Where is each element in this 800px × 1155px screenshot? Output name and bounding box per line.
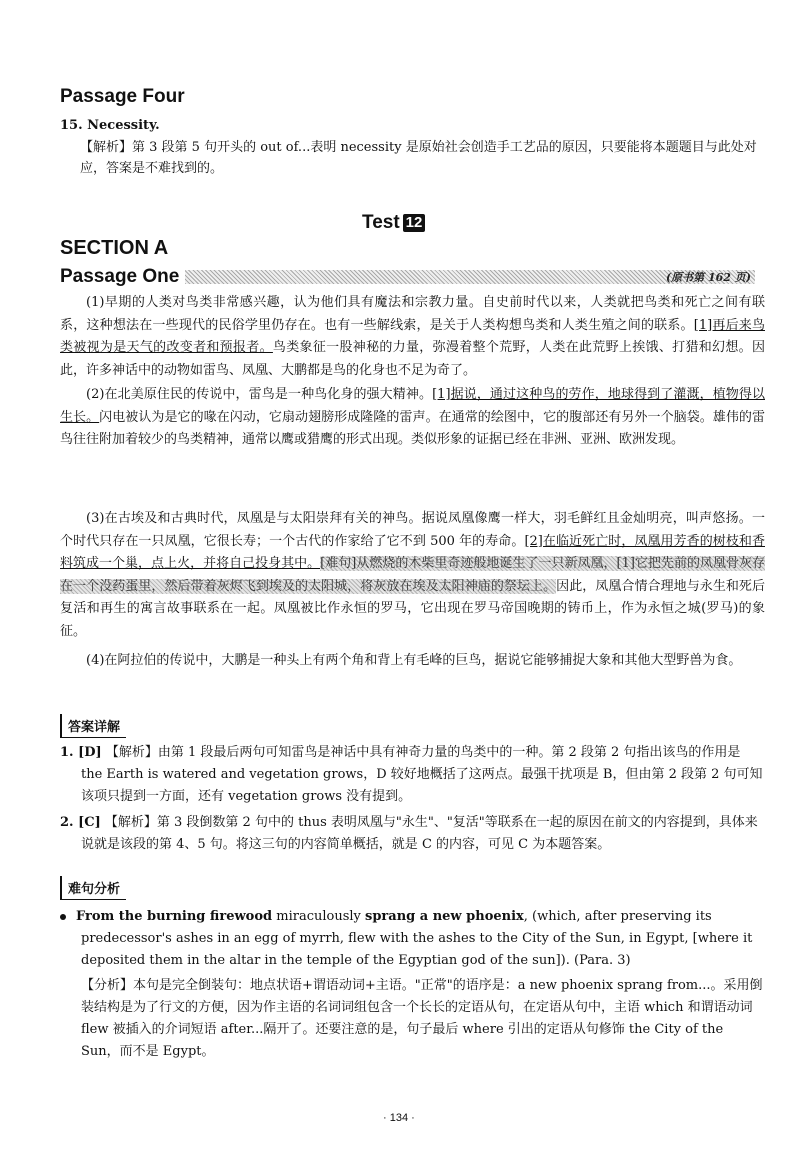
difficult-sentence — [60, 906, 765, 972]
question-15-title: 15. Necessity. — [60, 118, 160, 133]
paragraph-3 — [60, 508, 765, 643]
passage-four-title: Passage Four — [60, 86, 185, 107]
paragraph-1 — [60, 292, 765, 382]
p3-underlined: [2]在临近死亡时，凤凰用芳香的树枝和香料筑成一个巢，点上火，并将自己投身其中。 — [60, 533, 765, 571]
difficult-sentence-analysis: 【分析】本句是完全倒装句：地点状语+谓语动词+主语。"正常"的语序是：a new phoenix sprang from...。采用倒装结构是为了行文的方便，因为作主语的名词词组包含一个长长的定语从句，在定语从句中，主语 which 和谓语动词 flew 被插入的介词短语 after...隔开了。还要注意的是，句子最后 where 引出的定语从句修饰 the City of the Sun，而不是 Egypt。 — [81, 978, 763, 1059]
passage-one-title: Passage One — [60, 266, 180, 287]
answers-heading: 答案详解 — [60, 714, 126, 738]
p2-text-b: 闪电被认为是它的喙在闪动，它扇动翅膀形成隆隆的雷声。在通常的绘图中，它的腹部还有另外一个脑袋。雄伟的雷鸟往往附加着较少的鸟类精神，通常以鹰或猎鹰的形式出现。类似形象的证据已经在非洲、亚洲、欧洲发现。 — [60, 409, 765, 447]
p3-text-b: 因此，凤凰合情合理地与永生和死后复活和再生的寓言故事联系在一起。凤凰被比作永恒的罗马，它出现在罗马帝国晚期的铸币上，作为永恒之城(罗马)的象征。 — [60, 578, 765, 639]
p1-text-b: 鸟类象征一股神秘的力量，弥漫着整个荒野，人类在此荒野上挨饿、打猎和幻想。因此，许多神话中的动物如雷鸟、凤凰、大鹏都是鸟的化身也不足为奇了。 — [60, 340, 765, 378]
difficult-sentence-heading: 难句分析 — [60, 876, 126, 900]
sentence-bold-1: From the burning firewood — [76, 909, 273, 924]
p2-text-a: (2)在北美原住民的传说中，雷鸟是一种鸟化身的强大精神。 — [86, 387, 433, 402]
sentence-bold-2: sprang a new phoenix — [365, 909, 524, 924]
answer-2-label: 2. [C] — [60, 815, 101, 830]
answer-2 — [60, 812, 765, 856]
page-number: · 134 · — [383, 1112, 415, 1124]
sentence-normal-1: miraculously — [272, 909, 366, 924]
test-label: Test — [362, 212, 400, 233]
test-number-badge: 12 — [403, 214, 426, 232]
p3-text-a: (3)在古埃及和古典时代，凤凰是与太阳崇拜有关的神鸟。据说凤凰像鹰一样大，羽毛鲜红且金灿明亮，叫声悠扬。一个时代只存在一只凤凰，它很长寿；一个古代的作家给了它不到 500 年的寿命。 — [60, 511, 765, 549]
answer-1 — [60, 742, 765, 808]
question-15-analysis: 【解析】第 3 段第 5 句开头的 out of...表明 necessity 是原始社会创造手工艺品的原因，只要能将本题题目与此处对应，答案是不难找到的。 — [80, 140, 757, 176]
p1-text-a: (1)早期的人类对鸟类非常感兴趣，认为他们具有魔法和宗教力量。自史前时代以来，人类就把鸟类和死亡之间有联系，这种想法在一些现代的民俗学里仍存在。也有一些解线索，是关于人类构想鸟类和人类生殖之间的联系。 — [60, 295, 765, 333]
answer-1-text: 【解析】由第 1 段最后两句可知雷鸟是神话中具有神奇力量的鸟类中的一种。第 2 段第 2 句指出该鸟的作用是 the Earth is watered and vegetation grows，D 较好地概括了这两点。最强干扰项是 B，但由第 2 段第 2 句可知该项只提到一方面，还有 vegetation grows 没有提到。 — [81, 745, 763, 804]
test-title — [362, 212, 425, 234]
p3-shaded-difficult-sentence: [难句]从燃烧的木柴里奇迹般地诞生了一只新凤凰，[1]它把先前的凤凰骨灰存在一个没药蛋里，然后带着灰烬飞到埃及的太阳城，将灰放在埃及太阳神庙的祭坛上。 — [60, 556, 765, 594]
source-page-ref: (原书第 162 页) — [665, 271, 751, 284]
answer-2-text: 【解析】第 3 段倒数第 2 句中的 thus 表明凤凰与"永生"、"复活"等联系在一起的原因在前文的内容提到，具体来说就是该段的第 4、5 句。将这三句的内容简单概括，就是 C 的内容，可见 C 为本题答案。 — [81, 815, 758, 852]
answer-1-label: 1. [D] — [60, 745, 102, 760]
hatched-bar — [185, 270, 755, 284]
bullet-icon — [60, 914, 66, 920]
paragraph-4: (4)在阿拉伯的传说中，大鹏是一种头上有两个角和背上有毛峰的巨鸟，据说它能够捕捉大象和其他大型野兽为食。 — [86, 653, 742, 668]
section-a-heading: SECTION A — [60, 237, 169, 259]
p1-underlined: [1]再后来鸟类被视为是天气的改变者和预报者。 — [60, 317, 765, 355]
sentence-normal-2: , (which, after preserving its predecessor's ashes in an egg of myrrh, flew with the ashes to the City of the Sun, in Egypt, [where it deposited them in the altar in the temple of the Egyptian god of the sun]). (Para. 3) — [81, 909, 753, 968]
p2-underlined: [1]据说，通过这种鸟的劳作，地球得到了灌溉，植物得以生长。 — [60, 387, 765, 425]
paragraph-2 — [60, 384, 765, 452]
passage-one-header — [60, 265, 755, 289]
